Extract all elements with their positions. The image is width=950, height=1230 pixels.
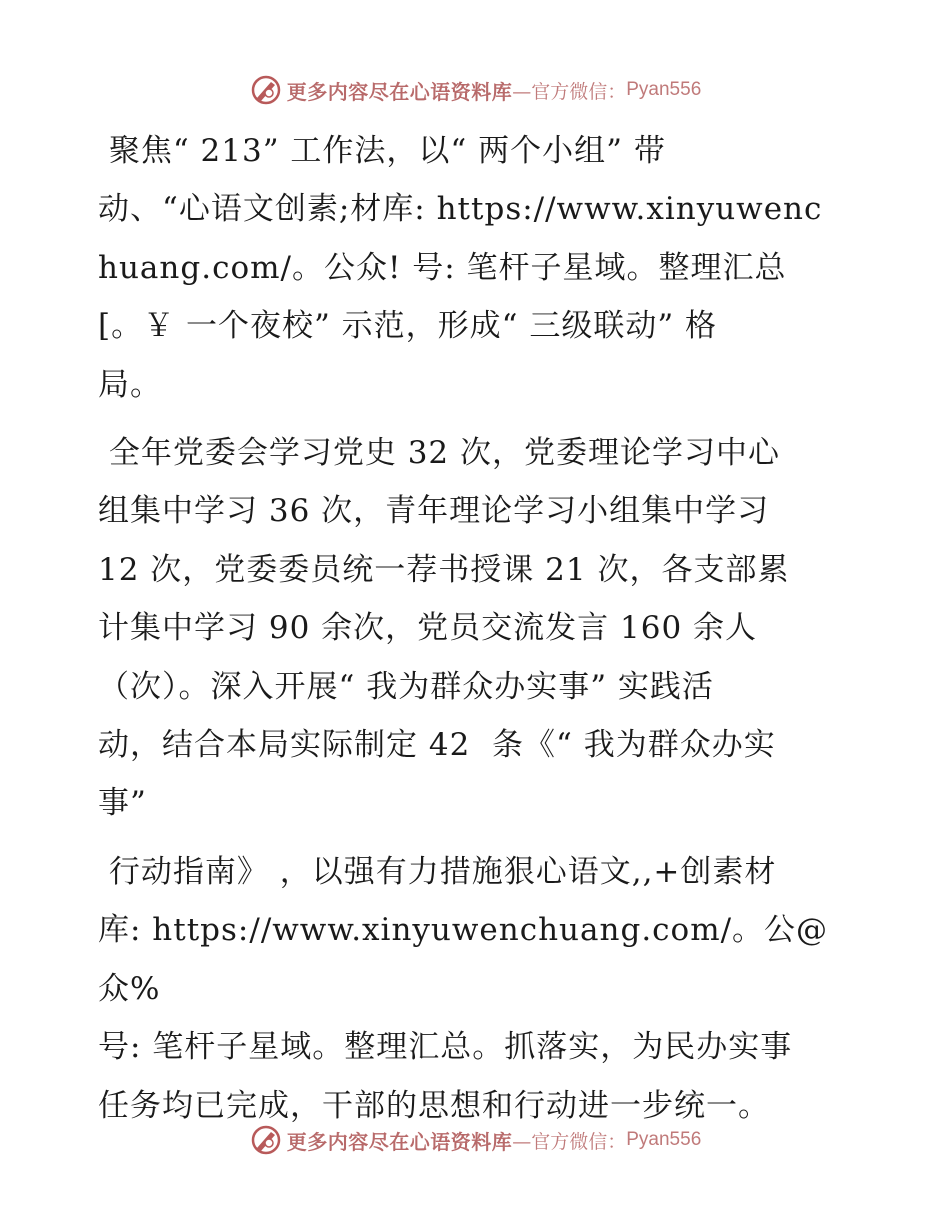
- text-line: 计集中学习 90 余次，党员交流发言 160 余人: [98, 610, 758, 647]
- text-line: 聚焦“ 213” 工作法，以“ 两个小组” 带: [98, 133, 666, 169]
- text-line: 12 次，党委委员统一荐书授课 21 次，各支部累: [98, 551, 790, 588]
- footer-watermark: [0, 1120, 950, 1160]
- pen-logo-icon: [249, 1123, 283, 1157]
- text-line: 行动指南》 ，以强有力措施狠心语文,,+创素材: [98, 853, 777, 890]
- text-line: （次）。深入开展“ 我为群众办实事” 实践活: [98, 668, 714, 705]
- paragraph-3: [98, 843, 858, 1135]
- official-wechat-label: —官方微信：: [512, 1130, 627, 1153]
- text-line: 全年党委会学习党史 32 次，党委理论学习中心: [98, 435, 781, 472]
- text-line: [。￥ 一个夜校” 示范，形成“ 三级联动” 格: [98, 308, 718, 345]
- header-watermark: [0, 70, 950, 110]
- brand-text: 更多内容尽在心语资料库: [286, 1129, 513, 1154]
- text-line: huang.com/。公众! 号: 笔杆子星域。整理汇总: [98, 249, 787, 286]
- document-body: [98, 122, 858, 1135]
- paragraph-2: [98, 424, 858, 833]
- text-line: 号: 笔杆子星域。整理汇总。抓落实，为民办实事: [98, 1029, 793, 1066]
- pen-logo-icon: [249, 73, 283, 107]
- wechat-id: Pyan556: [626, 79, 702, 100]
- text-line: 局。: [98, 366, 162, 403]
- brand-text: 更多内容尽在心语资料库: [286, 79, 513, 104]
- text-line: 库: https://www.xinyuwenchuang.com/。公@众%: [98, 912, 829, 1007]
- wechat-id: Pyan556: [626, 1129, 702, 1150]
- text-line: 动，结合本局实际制定 42 条《“ 我为群众办实: [98, 727, 776, 764]
- paragraph-1: [98, 122, 858, 414]
- text-line: 动、“心语文创素;材库: https://www.xinyuwenc: [98, 191, 823, 228]
- text-line: 组集中学习 36 次，青年理论学习小组集中学习: [98, 493, 770, 530]
- official-wechat-label: —官方微信：: [512, 80, 627, 103]
- text-line: 任务均已完成，干部的思想和行动进一步统一。: [98, 1087, 770, 1124]
- text-line: 事”: [98, 785, 147, 822]
